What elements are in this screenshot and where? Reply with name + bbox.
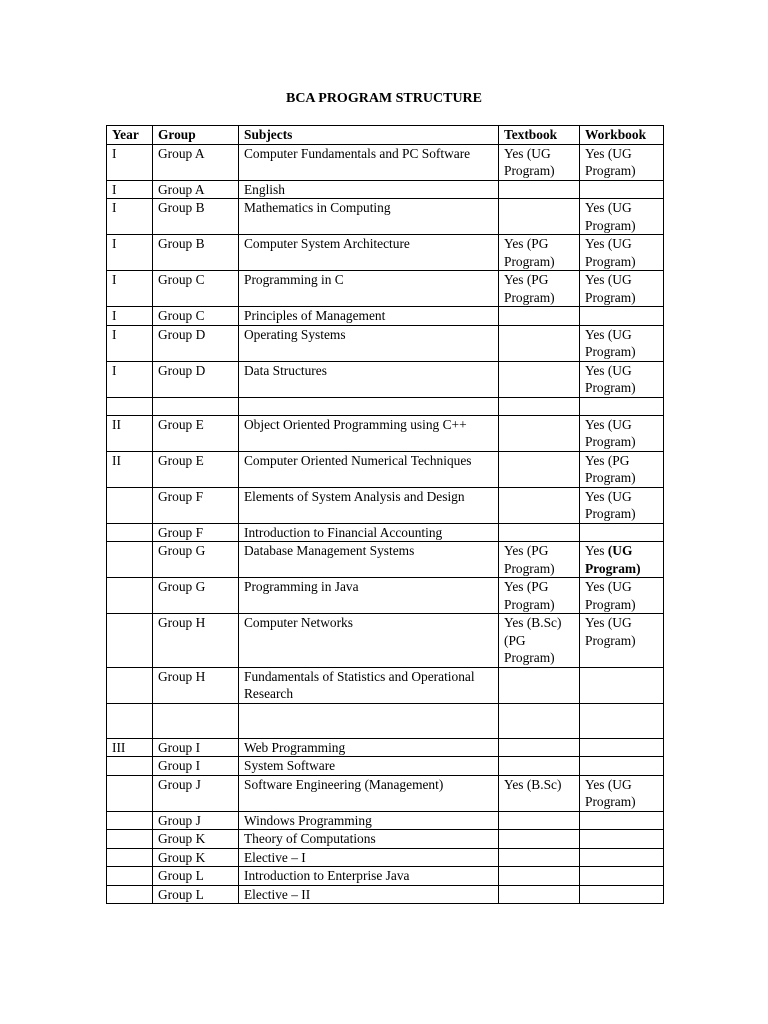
group-cell: Group K bbox=[153, 848, 239, 867]
group-cell: Group F bbox=[153, 523, 239, 542]
table-row bbox=[107, 144, 664, 180]
table-row bbox=[107, 523, 664, 542]
subject-cell: Computer Oriented Numerical Techniques bbox=[239, 451, 499, 487]
year-cell: II bbox=[107, 415, 153, 451]
year-cell: I bbox=[107, 325, 153, 361]
textbook-cell: Yes (B.Sc) bbox=[499, 775, 580, 811]
year-cell bbox=[107, 614, 153, 668]
workbook-cell: Yes (UG Program) bbox=[580, 487, 664, 523]
textbook-cell bbox=[499, 397, 580, 415]
workbook-cell bbox=[580, 738, 664, 757]
group-cell: Group B bbox=[153, 235, 239, 271]
table-row bbox=[107, 667, 664, 703]
textbook-cell: Yes (PG Program) bbox=[499, 271, 580, 307]
group-cell: Group J bbox=[153, 775, 239, 811]
textbook-cell bbox=[499, 199, 580, 235]
workbook-emphasis: (UG Program) bbox=[585, 543, 641, 576]
textbook-cell bbox=[499, 487, 580, 523]
subject-cell bbox=[239, 397, 499, 415]
group-cell: Group B bbox=[153, 199, 239, 235]
year-cell: I bbox=[107, 361, 153, 397]
header-year: Year bbox=[107, 126, 153, 145]
workbook-cell bbox=[580, 885, 664, 904]
table-row bbox=[107, 811, 664, 830]
table-row bbox=[107, 614, 664, 668]
year-cell bbox=[107, 775, 153, 811]
textbook-cell bbox=[499, 451, 580, 487]
group-cell: Group C bbox=[153, 271, 239, 307]
group-cell: Group L bbox=[153, 867, 239, 886]
group-cell bbox=[153, 703, 239, 738]
subject-cell bbox=[239, 703, 499, 738]
table-row bbox=[107, 325, 664, 361]
workbook-cell bbox=[580, 307, 664, 326]
workbook-cell: Yes (UG Program) bbox=[580, 325, 664, 361]
table-row bbox=[107, 757, 664, 776]
textbook-cell bbox=[499, 523, 580, 542]
textbook-cell bbox=[499, 811, 580, 830]
workbook-cell: Yes (UG Program) bbox=[580, 578, 664, 614]
subject-cell: Web Programming bbox=[239, 738, 499, 757]
workbook-cell: Yes (UG Program) bbox=[580, 199, 664, 235]
table-row bbox=[107, 848, 664, 867]
year-cell bbox=[107, 578, 153, 614]
group-cell bbox=[153, 397, 239, 415]
table-row bbox=[107, 361, 664, 397]
workbook-cell bbox=[580, 180, 664, 199]
year-cell: I bbox=[107, 307, 153, 326]
year-cell bbox=[107, 830, 153, 849]
table-row bbox=[107, 397, 664, 415]
table-row bbox=[107, 451, 664, 487]
year-cell bbox=[107, 703, 153, 738]
header-subjects: Subjects bbox=[239, 126, 499, 145]
table-row bbox=[107, 830, 664, 849]
subject-cell: Theory of Computations bbox=[239, 830, 499, 849]
subject-cell: Software Engineering (Management) bbox=[239, 775, 499, 811]
textbook-cell: Yes (PG Program) bbox=[499, 542, 580, 578]
year-cell bbox=[107, 885, 153, 904]
table-row bbox=[107, 487, 664, 523]
table-row bbox=[107, 775, 664, 811]
subject-cell: Operating Systems bbox=[239, 325, 499, 361]
textbook-cell bbox=[499, 325, 580, 361]
year-cell bbox=[107, 397, 153, 415]
group-cell: Group E bbox=[153, 451, 239, 487]
table-row bbox=[107, 542, 664, 578]
year-cell: I bbox=[107, 144, 153, 180]
textbook-cell: Yes (B.Sc) (PG Program) bbox=[499, 614, 580, 668]
workbook-cell bbox=[580, 830, 664, 849]
subject-cell: Principles of Management bbox=[239, 307, 499, 326]
subject-cell: Computer Networks bbox=[239, 614, 499, 668]
textbook-cell bbox=[499, 361, 580, 397]
textbook-cell: Yes (PG Program) bbox=[499, 235, 580, 271]
workbook-cell bbox=[580, 703, 664, 738]
workbook-cell: Yes (UG Program) bbox=[580, 415, 664, 451]
subject-cell: Computer Fundamentals and PC Software bbox=[239, 144, 499, 180]
header-group: Group bbox=[153, 126, 239, 145]
subject-cell: Data Structures bbox=[239, 361, 499, 397]
year-cell: III bbox=[107, 738, 153, 757]
subject-cell: Programming in Java bbox=[239, 578, 499, 614]
year-cell bbox=[107, 811, 153, 830]
table-row bbox=[107, 271, 664, 307]
workbook-cell bbox=[580, 397, 664, 415]
subject-cell: Introduction to Enterprise Java bbox=[239, 867, 499, 886]
group-cell: Group I bbox=[153, 757, 239, 776]
subject-cell: Object Oriented Programming using C++ bbox=[239, 415, 499, 451]
workbook-cell bbox=[580, 867, 664, 886]
table-header-row bbox=[107, 126, 664, 145]
group-cell: Group A bbox=[153, 144, 239, 180]
workbook-cell: Yes (UG Program) bbox=[580, 271, 664, 307]
workbook-cell bbox=[580, 667, 664, 703]
table-row bbox=[107, 235, 664, 271]
group-cell: Group D bbox=[153, 361, 239, 397]
textbook-cell bbox=[499, 830, 580, 849]
textbook-cell bbox=[499, 848, 580, 867]
group-cell: Group A bbox=[153, 180, 239, 199]
table-row bbox=[107, 578, 664, 614]
group-cell: Group J bbox=[153, 811, 239, 830]
table-row bbox=[107, 703, 664, 738]
page-title: BCA PROGRAM STRUCTURE bbox=[285, 91, 482, 106]
subject-cell: Elements of System Analysis and Design bbox=[239, 487, 499, 523]
table-row bbox=[107, 885, 664, 904]
workbook-cell: Yes (UG Program) bbox=[580, 775, 664, 811]
table-row bbox=[107, 867, 664, 886]
table-row bbox=[107, 199, 664, 235]
year-cell bbox=[107, 523, 153, 542]
group-cell: Group H bbox=[153, 667, 239, 703]
group-cell: Group L bbox=[153, 885, 239, 904]
textbook-cell bbox=[499, 180, 580, 199]
workbook-cell: Yes (UG Program) bbox=[580, 235, 664, 271]
textbook-cell: Yes (PG Program) bbox=[499, 578, 580, 614]
workbook-cell: Yes (UG Program) bbox=[580, 361, 664, 397]
workbook-cell: Yes (PG Program) bbox=[580, 451, 664, 487]
table-body bbox=[107, 144, 664, 904]
subject-cell: Windows Programming bbox=[239, 811, 499, 830]
group-cell: Group K bbox=[153, 830, 239, 849]
subject-cell: Database Management Systems bbox=[239, 542, 499, 578]
table-row bbox=[107, 180, 664, 199]
subject-cell: Fundamentals of Statistics and Operational Research bbox=[239, 667, 499, 703]
textbook-cell bbox=[499, 703, 580, 738]
textbook-cell bbox=[499, 867, 580, 886]
program-structure-table bbox=[106, 125, 664, 904]
textbook-cell bbox=[499, 307, 580, 326]
table-row bbox=[107, 307, 664, 326]
textbook-cell bbox=[499, 757, 580, 776]
workbook-cell: Yes (UG Program) bbox=[580, 144, 664, 180]
year-cell bbox=[107, 487, 153, 523]
group-cell: Group D bbox=[153, 325, 239, 361]
header-workbook: Workbook bbox=[580, 126, 664, 145]
textbook-cell bbox=[499, 667, 580, 703]
year-cell: I bbox=[107, 235, 153, 271]
textbook-cell bbox=[499, 738, 580, 757]
subject-cell: Computer System Architecture bbox=[239, 235, 499, 271]
table-row bbox=[107, 738, 664, 757]
workbook-cell bbox=[580, 848, 664, 867]
year-cell: II bbox=[107, 451, 153, 487]
workbook-cell: Yes (UG Program) bbox=[580, 614, 664, 668]
year-cell bbox=[107, 848, 153, 867]
year-cell bbox=[107, 542, 153, 578]
subject-cell: Elective – II bbox=[239, 885, 499, 904]
group-cell: Group I bbox=[153, 738, 239, 757]
subject-cell: English bbox=[239, 180, 499, 199]
group-cell: Group G bbox=[153, 578, 239, 614]
header-textbook: Textbook bbox=[499, 126, 580, 145]
year-cell: I bbox=[107, 271, 153, 307]
group-cell: Group F bbox=[153, 487, 239, 523]
group-cell: Group H bbox=[153, 614, 239, 668]
textbook-cell bbox=[499, 885, 580, 904]
table-row bbox=[107, 415, 664, 451]
subject-cell: Introduction to Financial Accounting bbox=[239, 523, 499, 542]
year-cell bbox=[107, 757, 153, 776]
year-cell: I bbox=[107, 199, 153, 235]
group-cell: Group E bbox=[153, 415, 239, 451]
workbook-cell: Yes (UG Program) bbox=[580, 542, 664, 578]
subject-cell: Mathematics in Computing bbox=[239, 199, 499, 235]
textbook-cell: Yes (UG Program) bbox=[499, 144, 580, 180]
group-cell: Group G bbox=[153, 542, 239, 578]
workbook-cell bbox=[580, 523, 664, 542]
subject-cell: System Software bbox=[239, 757, 499, 776]
workbook-cell bbox=[580, 811, 664, 830]
year-cell bbox=[107, 667, 153, 703]
textbook-cell bbox=[499, 415, 580, 451]
group-cell: Group C bbox=[153, 307, 239, 326]
subject-cell: Elective – I bbox=[239, 848, 499, 867]
workbook-cell bbox=[580, 757, 664, 776]
year-cell bbox=[107, 867, 153, 886]
year-cell: I bbox=[107, 180, 153, 199]
subject-cell: Programming in C bbox=[239, 271, 499, 307]
